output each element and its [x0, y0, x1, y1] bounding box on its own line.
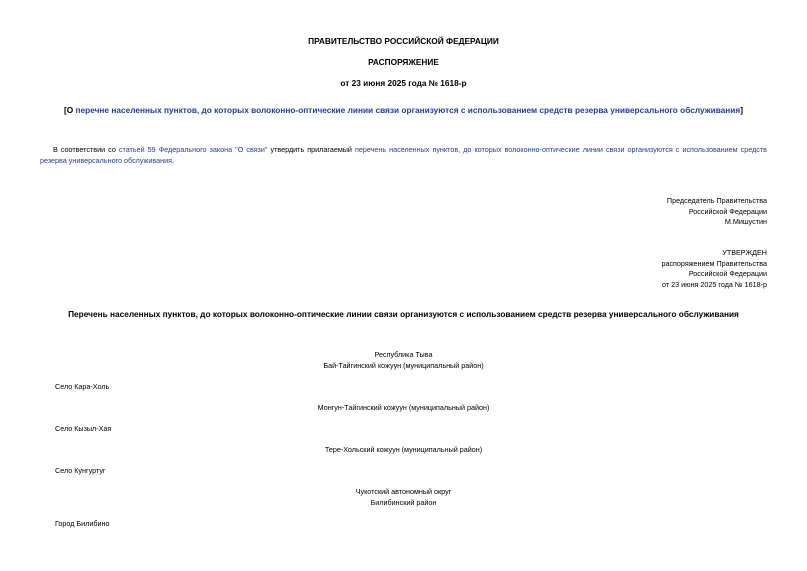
republic-heading: Республика Тыва [374, 350, 433, 359]
district-heading: Тере-Хольский кожуун (муниципальный район) [324, 445, 483, 454]
government-heading: ПРАВИТЕЛЬСТВО РОССИЙСКОЙ ФЕДЕРАЦИИ [308, 36, 499, 46]
district-heading: Монгун-Тайгинский кожуун (муниципальный район) [317, 403, 490, 412]
approval-line-2: распоряжением Правительства [661, 258, 767, 268]
law-article-link[interactable]: статьей 59 Федерального закона "О связи" [118, 145, 268, 154]
signature-name: М.Мишустин [724, 217, 767, 226]
title-link[interactable]: перечне населенных пунктов, до которых волоконно-оптические линии связи организуются с использованием средств резерва универсального обслуживания [75, 105, 741, 115]
district-heading: Бай-Тайгинский кожуун (муниципальный район) [323, 361, 484, 370]
district-heading: Билибинский район [370, 498, 437, 507]
approval-title: УТВЕРЖДЕН [722, 248, 767, 257]
document-type: РАСПОРЯЖЕНИЕ [368, 57, 439, 67]
approval-date-number: от 23 июня 2025 года № 1618-р [662, 279, 767, 289]
list-reference-link[interactable]: перечень населенных пунктов, до которых волоконно-оптические линии связи организуются с использованием средств резерва универсального обслуживания [40, 145, 767, 165]
document-date-number: от 23 июня 2025 года № 1618-р [340, 78, 467, 88]
body-paragraph [40, 144, 767, 166]
settlement-item: Село Кызыл-Хая [55, 424, 112, 433]
signature-block [667, 196, 767, 228]
signature-country: Российской Федерации [688, 206, 767, 216]
settlement-item: Село Кара-Холь [55, 382, 110, 391]
body-text-3: . [171, 156, 174, 165]
title-prefix: О [66, 105, 76, 115]
settlement-item: Город Билибино [55, 519, 110, 528]
signature-position: Председатель Правительства [666, 196, 767, 205]
title-open-bracket: [ [63, 105, 67, 115]
body-text-2: утвердить прилагаемый [267, 145, 356, 154]
list-title: Перечень населенных пунктов, до которых волоконно-оптические линии связи организуются с использованием средств резерва универсального обслуживания [68, 309, 739, 319]
body-text-1: В соответствии со [53, 145, 119, 154]
document-title [0, 105, 807, 116]
approval-line-3: Российской Федерации [688, 269, 767, 278]
title-close-bracket: ] [740, 105, 744, 115]
settlement-item: Село Кунгуртуг [55, 466, 106, 475]
approval-block [661, 248, 767, 290]
okrug-heading: Чукотский автономный округ [355, 487, 452, 496]
